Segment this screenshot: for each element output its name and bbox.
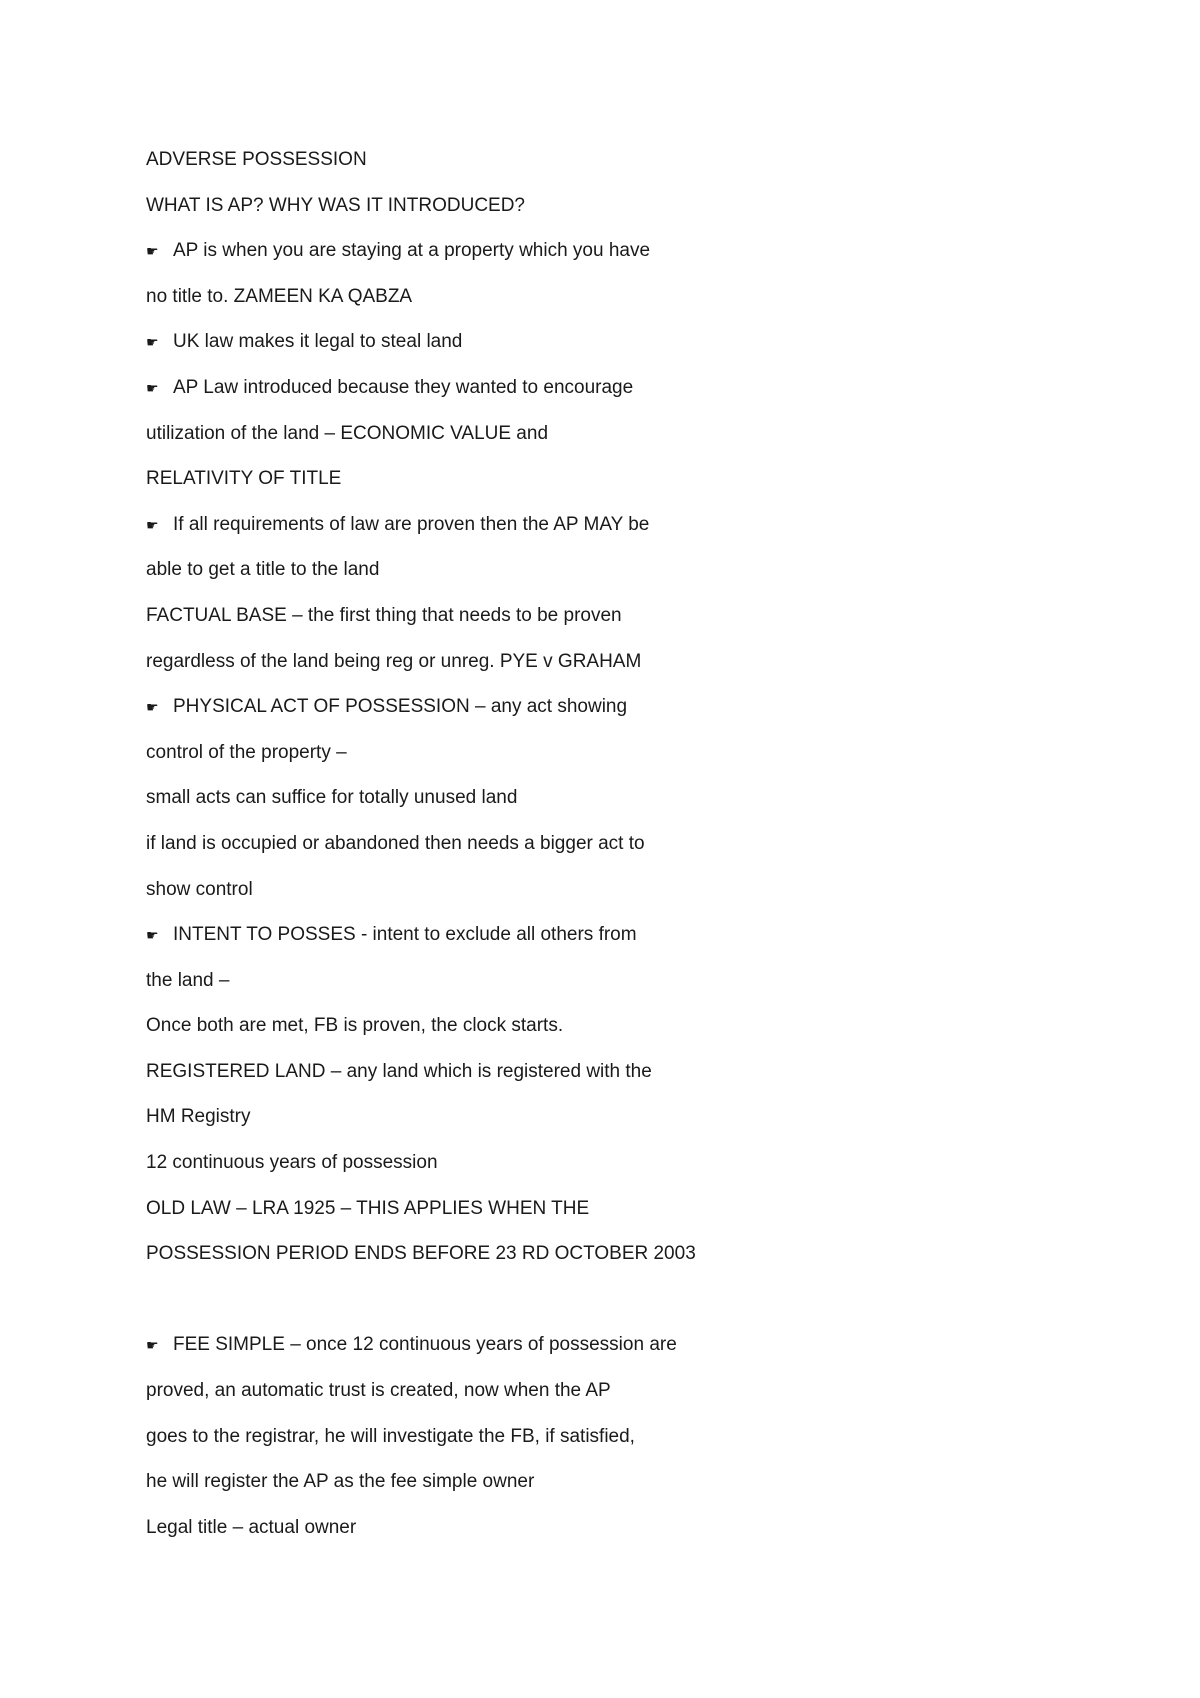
bullet-line bbox=[146, 687, 866, 733]
text-line bbox=[146, 277, 866, 323]
text-line bbox=[146, 550, 866, 596]
text-line bbox=[146, 1097, 866, 1143]
line-text: he will register the AP as the fee simple owner bbox=[146, 1471, 535, 1493]
line-text: PHYSICAL ACT OF POSSESSION – any act showing bbox=[173, 696, 628, 718]
text-line bbox=[146, 870, 866, 916]
bullet-line bbox=[146, 322, 866, 368]
line-text: show control bbox=[146, 878, 253, 900]
line-text: OLD LAW – LRA 1925 – THIS APPLIES WHEN THE bbox=[146, 1197, 590, 1219]
hand-pointer-bullet-icon: ☛ bbox=[146, 334, 159, 351]
bullet-line bbox=[146, 505, 866, 551]
line-text: REGISTERED LAND – any land which is registered with the bbox=[146, 1060, 652, 1082]
text-line bbox=[146, 414, 866, 460]
text-line bbox=[146, 1508, 866, 1554]
line-text: proved, an automatic trust is created, now when the AP bbox=[146, 1380, 611, 1402]
text-line bbox=[146, 1234, 866, 1280]
bullet-line bbox=[146, 368, 866, 414]
text-line bbox=[146, 1371, 866, 1417]
line-text: AP Law introduced because they wanted to encourage bbox=[173, 376, 634, 398]
blank-line bbox=[146, 1280, 866, 1326]
line-text: UK law makes it legal to steal land bbox=[173, 331, 463, 353]
text-line bbox=[146, 1417, 866, 1463]
text-line bbox=[146, 1052, 866, 1098]
line-text: RELATIVITY OF TITLE bbox=[146, 468, 342, 490]
bullet-line bbox=[146, 1325, 866, 1371]
bullet-line bbox=[146, 231, 866, 277]
document-body bbox=[146, 140, 866, 1553]
line-text: control of the property – bbox=[146, 741, 347, 763]
line-text: AP is when you are staying at a property which you have bbox=[173, 240, 651, 262]
text-line bbox=[146, 1189, 866, 1235]
line-text: small acts can suffice for totally unused land bbox=[146, 787, 518, 809]
line-text: regardless of the land being reg or unreg. PYE v GRAHAM bbox=[146, 650, 642, 672]
line-text: HM Registry bbox=[146, 1106, 251, 1128]
line-text: 12 continuous years of possession bbox=[146, 1152, 438, 1174]
line-text: WHAT IS AP? WHY WAS IT INTRODUCED? bbox=[146, 194, 525, 216]
text-line bbox=[146, 596, 866, 642]
hand-pointer-bullet-icon: ☛ bbox=[146, 243, 159, 260]
text-line bbox=[146, 778, 866, 824]
line-text: if land is occupied or abandoned then needs a bigger act to bbox=[146, 832, 645, 854]
text-line bbox=[146, 186, 866, 232]
text-line bbox=[146, 961, 866, 1007]
hand-pointer-bullet-icon: ☛ bbox=[146, 516, 159, 533]
line-text: Once both are met, FB is proven, the clock starts. bbox=[146, 1015, 564, 1037]
line-text: goes to the registrar, he will investigate the FB, if satisfied, bbox=[146, 1425, 635, 1447]
hand-pointer-bullet-icon: ☛ bbox=[146, 379, 159, 396]
line-text: FEE SIMPLE – once 12 continuous years of possession are bbox=[173, 1334, 677, 1356]
line-text: ADVERSE POSSESSION bbox=[146, 149, 367, 170]
line-text: If all requirements of law are proven then the AP MAY be bbox=[173, 513, 650, 535]
hand-pointer-bullet-icon: ☛ bbox=[146, 1337, 159, 1354]
hand-pointer-bullet-icon: ☛ bbox=[146, 927, 159, 944]
text-line bbox=[146, 459, 866, 505]
line-text: POSSESSION PERIOD ENDS BEFORE 23 RD OCTOBER 2003 bbox=[146, 1243, 696, 1265]
bullet-line bbox=[146, 915, 866, 961]
line-text: utilization of the land – ECONOMIC VALUE and bbox=[146, 422, 549, 444]
hand-pointer-bullet-icon: ☛ bbox=[146, 699, 159, 716]
text-line bbox=[146, 1143, 866, 1189]
text-line bbox=[146, 1462, 866, 1508]
line-text: no title to. ZAMEEN KA QABZA bbox=[146, 285, 413, 307]
line-text: able to get a title to the land bbox=[146, 559, 380, 581]
text-line bbox=[146, 733, 866, 779]
text-line bbox=[146, 140, 866, 186]
line-text: FACTUAL BASE – the first thing that needs to be proven bbox=[146, 604, 622, 626]
text-line bbox=[146, 642, 866, 688]
line-text: INTENT TO POSSES - intent to exclude all others from bbox=[173, 924, 637, 946]
text-line bbox=[146, 824, 866, 870]
text-line bbox=[146, 1006, 866, 1052]
line-text: the land – bbox=[146, 969, 230, 991]
line-text: Legal title – actual owner bbox=[146, 1516, 357, 1538]
